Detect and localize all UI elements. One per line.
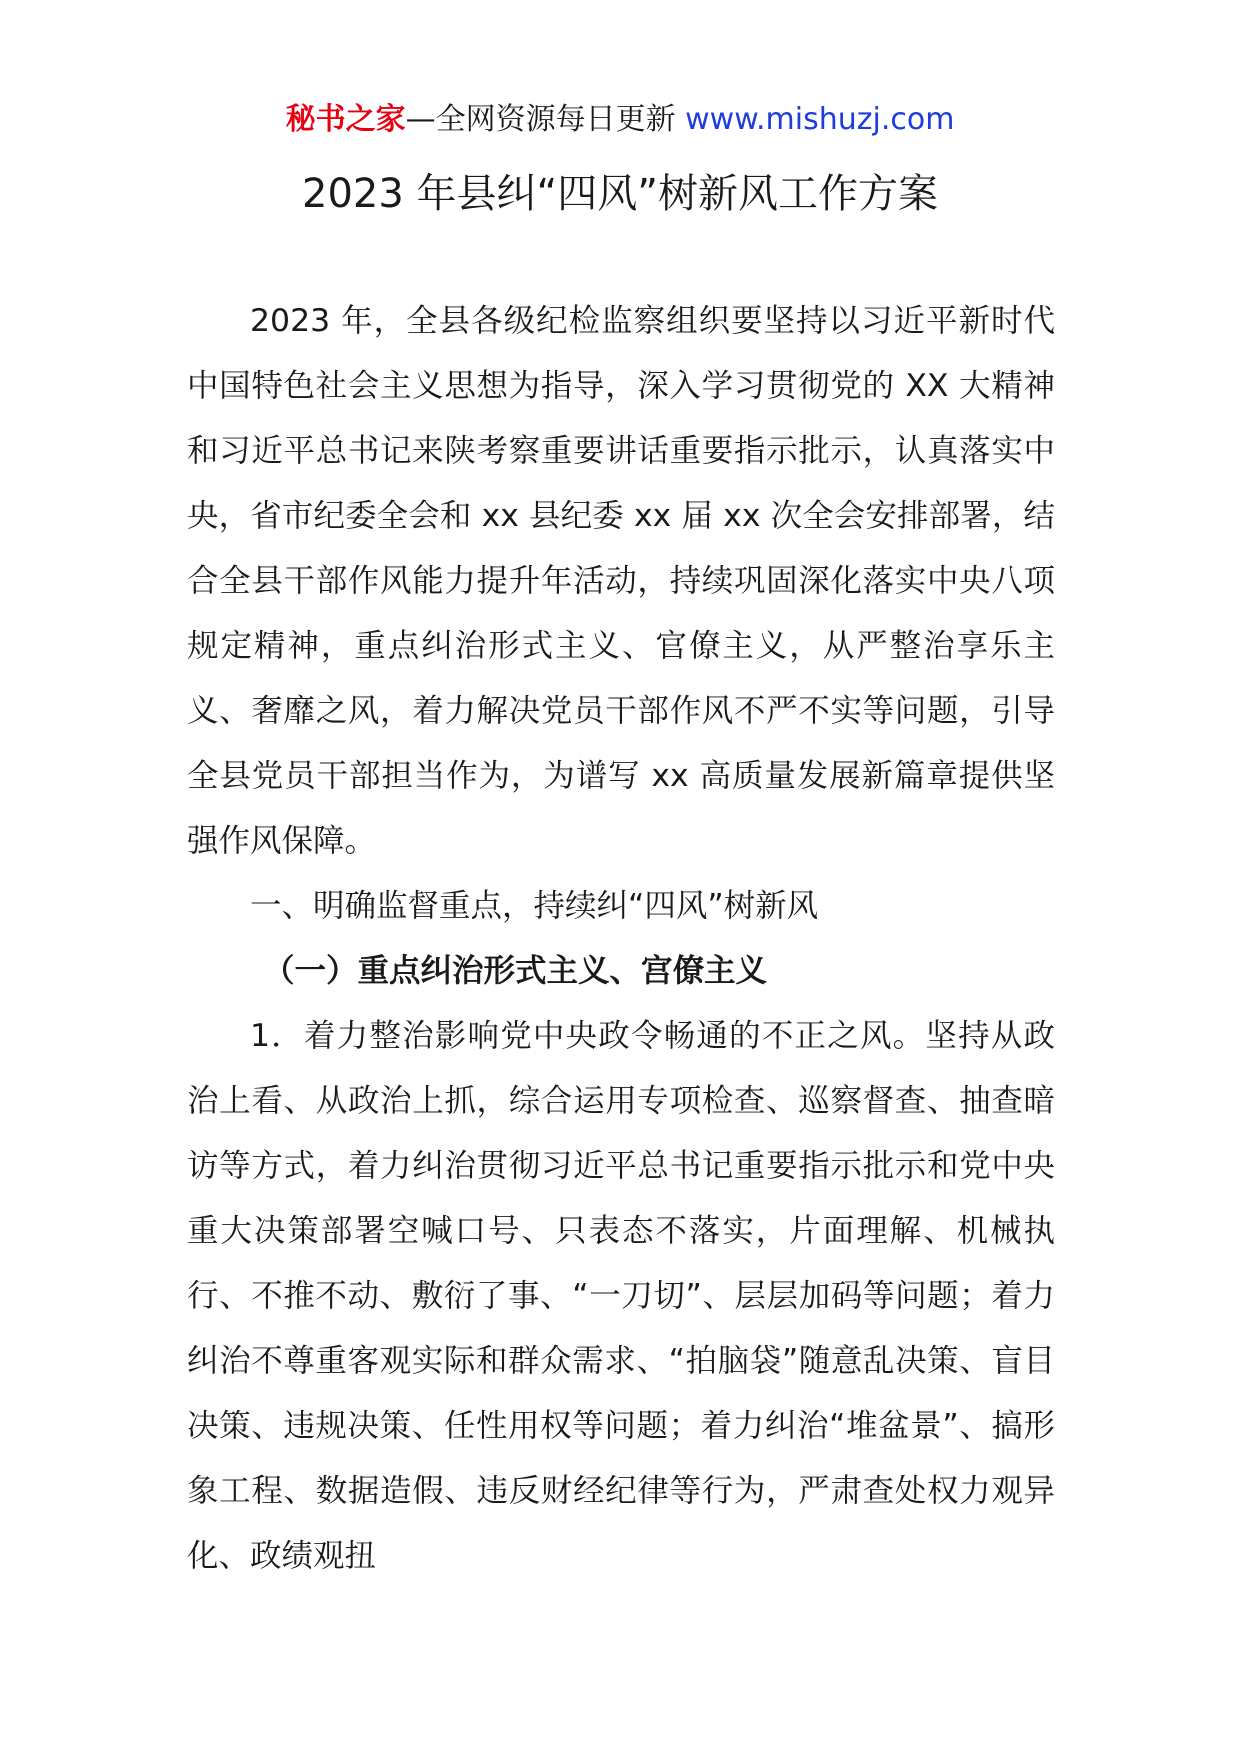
site-brand: 秘书之家 [285,102,406,137]
site-tagline: —全网资源每日更新 [405,102,676,137]
subsection-heading: （一）重点纠治形式主义、宫僚主义 [263,953,768,989]
site-header [0,100,1240,140]
intro-paragraph: 2023 年，全县各级纪检监察组织要坚持以习近平新时代中国特色社会主义思想为指导，深入学习贯彻党的 XX 大精神和习近平总书记来陕考察重要讲话重要指示批示，认真落实中央，省市纪委全会和 xx 县纪委 xx 届 xx 次全会安排部署，结合全县干部作风能力提升年活动，持续巩固深化落实中央八项规定精神，重点纠治形式主义、官僚主义，从严整治享乐主义、奢靡之风，着力解决党员干部作风不严不实等问题，引导全县党员干部担当作为，为谱写 xx 高质量发展新篇章提供坚强作风保障。 [187,303,1055,859]
document-body [187,289,1055,1589]
document-title: 2023 年县纠“四风”树新风工作方案 [302,171,938,217]
body-paragraph: 1．着力整治影响党中央政令畅通的不正之风。坚持从政治上看、从政治上抓，综合运用专项检查、巡察督查、抽查暗访等方式，着力纠治贯彻习近平总书记重要指示批示和党中央重大决策部署空喊口号、只表态不落实，片面理解、机械执行、不推不动、敷衍了事、“一刀切”、层层加码等问题；着力纠治不尊重客观实际和群众需求、“拍脑袋”随意乱决策、盲目决策、违规决策、任性用权等问题；着力纠治“堆盆景”、搞形象工程、数据造假、违反财经纪律等行为，严肃查处权力观异化、政绩观扭 [187,1018,1055,1574]
site-url-link[interactable]: www.mishuzj.com [685,102,955,137]
section-heading: 一、明确监督重点，持续纠“四风”树新风 [250,888,819,924]
